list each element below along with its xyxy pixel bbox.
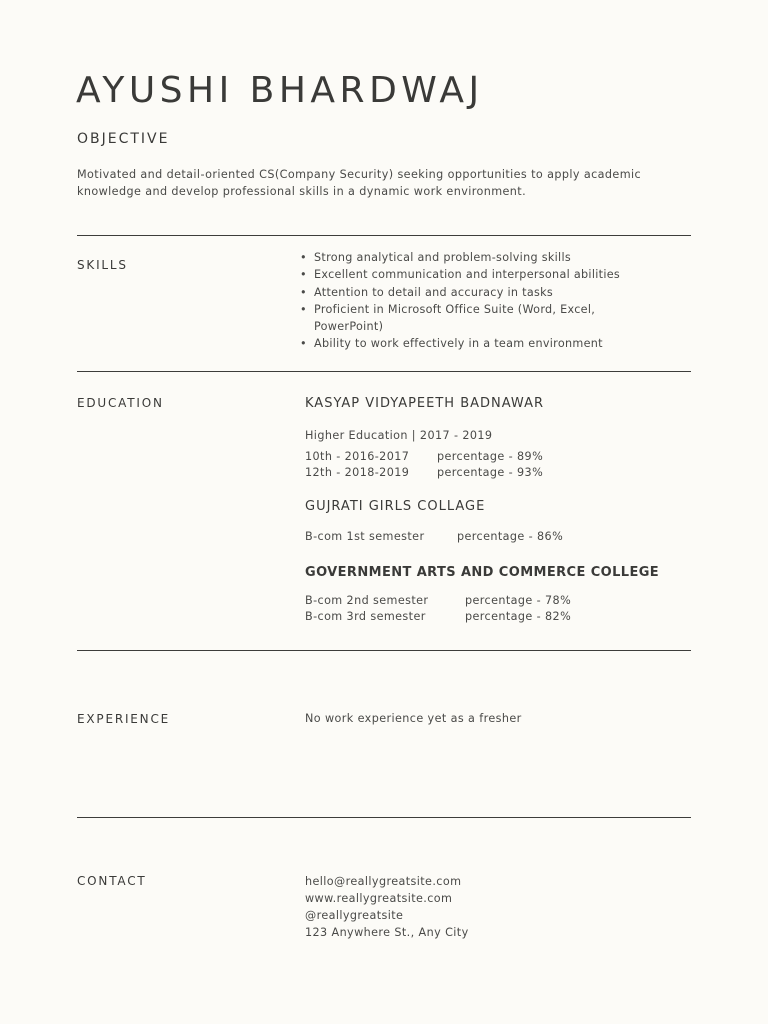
edu-row-value: percentage - 86% xyxy=(457,530,564,543)
divider xyxy=(77,817,691,818)
edu-row-label: B-com 2nd semester xyxy=(305,594,429,607)
bullet-icon: • xyxy=(300,337,307,351)
skill-text: Strong analytical and problem-solving skills xyxy=(314,251,571,264)
skills-list xyxy=(296,249,666,353)
contact-website[interactable]: www.reallygreatsite.com xyxy=(305,892,453,905)
school-name: GUJRATI GIRLS COLLAGE xyxy=(305,499,486,514)
list-item xyxy=(296,266,666,283)
list-item xyxy=(296,284,666,301)
contact-social[interactable]: @reallygreatsite xyxy=(305,909,404,922)
skill-text: Excellent communication and interpersonal abilities xyxy=(314,268,621,282)
edu-row-value: percentage - 78% xyxy=(465,594,572,607)
list-item xyxy=(296,249,666,266)
contact-heading: CONTACT xyxy=(77,874,147,888)
education-heading: EDUCATION xyxy=(77,396,164,410)
skill-text: Proficient in Microsoft Office Suite (Word, Excel, PowerPoint) xyxy=(314,302,596,334)
skill-text: Attention to detail and accuracy in tasks xyxy=(314,285,554,299)
edu-row-label: B-com 1st semester xyxy=(305,530,425,543)
divider xyxy=(77,235,691,236)
divider xyxy=(77,371,691,372)
experience-heading: EXPERIENCE xyxy=(77,712,171,726)
school-name: KASYAP VIDYAPEETH BADNAWAR xyxy=(305,396,545,411)
edu-row-value: percentage - 93% xyxy=(437,466,544,479)
contact-address: 123 Anywhere St., Any City xyxy=(305,926,469,939)
edu-row-label: 10th - 2016-2017 xyxy=(305,450,410,463)
school-subtitle: Higher Education | 2017 - 2019 xyxy=(305,429,493,442)
bullet-icon: • xyxy=(300,268,307,282)
school-name: GOVERNMENT ARTS AND COMMERCE COLLEGE xyxy=(305,565,660,580)
divider xyxy=(77,650,691,651)
edu-row-value: percentage - 89% xyxy=(437,450,544,463)
bullet-icon: • xyxy=(300,302,307,316)
skill-text: Ability to work effectively in a team environment xyxy=(314,337,603,351)
experience-text: No work experience yet as a fresher xyxy=(305,712,522,725)
skills-heading: SKILLS xyxy=(77,258,128,272)
objective-text: Motivated and detail-oriented CS(Company Security) seeking opportunities to apply academic knowledge and develop professional skills in a dynamic work environment. xyxy=(77,168,642,198)
candidate-name: AYUSHI BHARDWAJ xyxy=(76,70,484,111)
contact-email[interactable]: hello@reallygreatsite.com xyxy=(305,875,462,888)
list-item xyxy=(296,335,666,352)
bullet-icon: • xyxy=(300,285,307,299)
list-item xyxy=(296,301,666,336)
edu-row-label: 12th - 2018-2019 xyxy=(305,466,410,479)
bullet-icon: • xyxy=(300,251,307,264)
objective-heading: OBJECTIVE xyxy=(77,131,170,147)
edu-row-label: B-com 3rd semester xyxy=(305,610,426,623)
edu-row-value: percentage - 82% xyxy=(465,610,572,623)
